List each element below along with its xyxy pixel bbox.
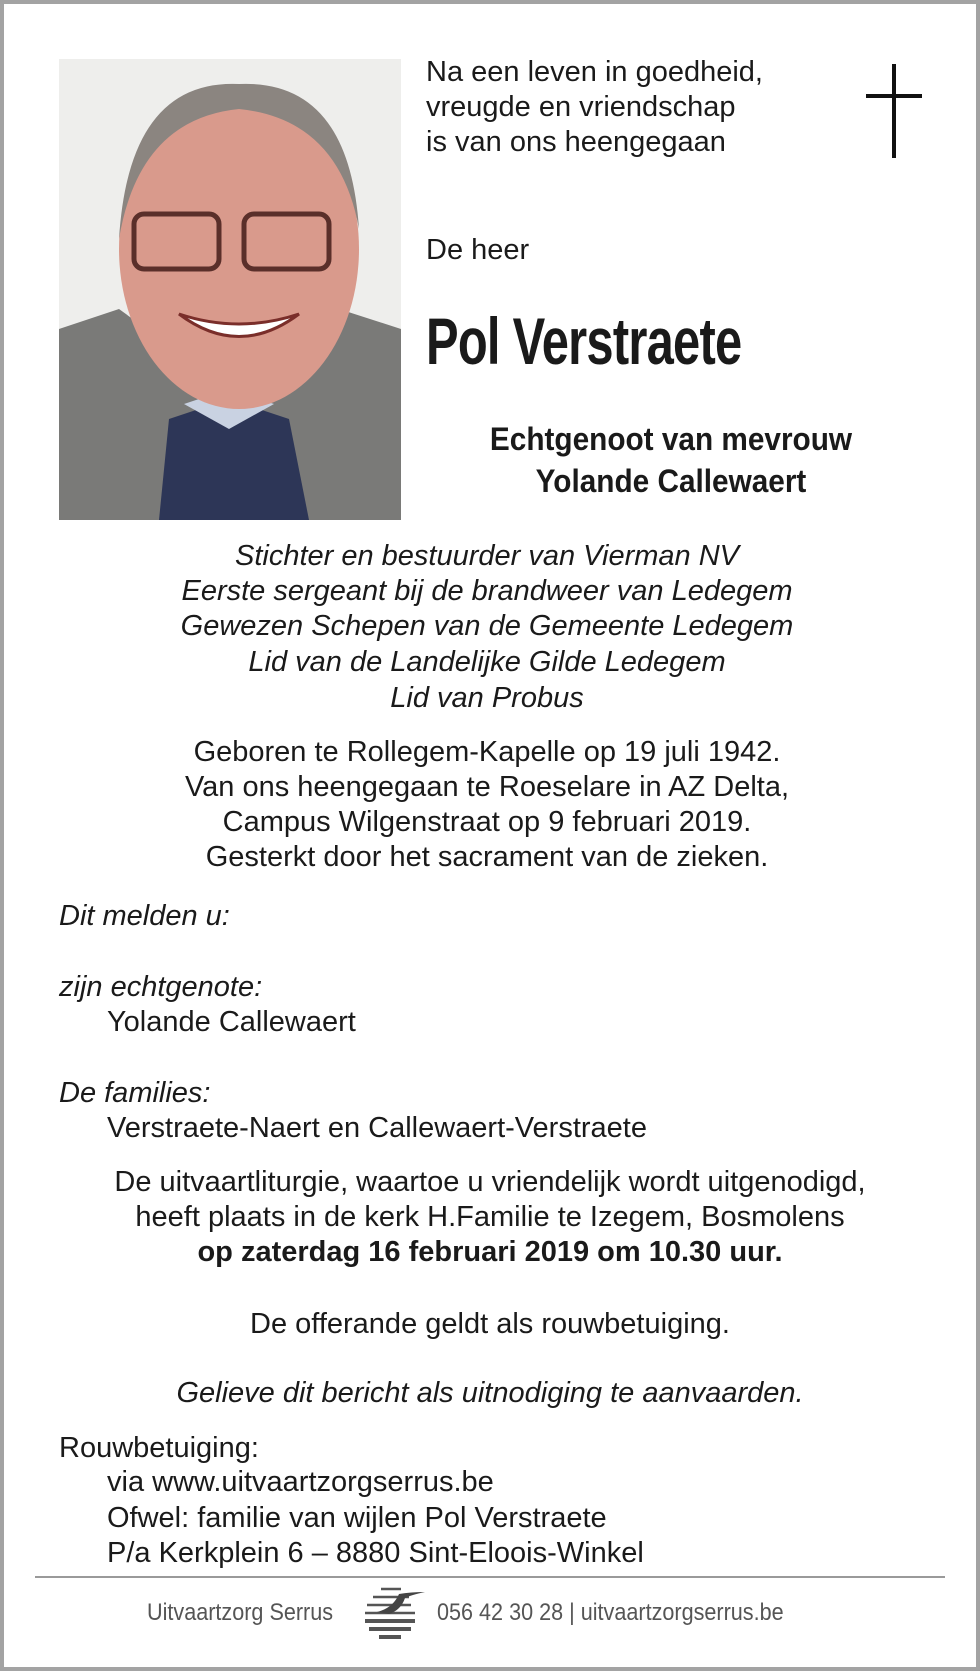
funeral-line: De uitvaartliturgie, waartoe u vriendelijk wordt uitgenodigd,	[114, 1166, 866, 1198]
condolence-line: Ofwel: familie van wijlen Pol Verstraete	[107, 1502, 607, 1534]
life-line: Van ons heengegaan te Roeselare in AZ Delta,	[184, 771, 790, 803]
role-line: Lid van Probus	[390, 682, 584, 714]
footer-company: Uitvaartzorg Serrus	[147, 1599, 334, 1626]
life-line: Geboren te Rollegem-Kapelle op 19 juli 1942.	[193, 736, 781, 768]
funeral-line: heeft plaats in de kerk H.Familie te Izegem, Bosmolens	[135, 1201, 845, 1233]
families-label: De families:	[59, 1077, 211, 1109]
footer-contact: 056 42 30 28 | uitvaartzorgserrus.be	[437, 1599, 784, 1626]
offering-note: De offerande geldt als rouwbetuiging.	[250, 1308, 730, 1340]
families-names: Verstraete-Naert en Callewaert-Verstraete	[107, 1112, 647, 1144]
life-line: Campus Wilgenstraat op 9 februari 2019.	[222, 806, 752, 838]
funeral-date: op zaterdag 16 februari 2019 om 10.30 uur.	[197, 1236, 783, 1268]
seagull-logo-icon	[359, 1586, 431, 1642]
spouse-line: Echtgenoot van mevrouw	[489, 421, 853, 457]
announce-label: Dit melden u:	[59, 900, 230, 932]
spouse-label: zijn echtgenote:	[59, 971, 263, 1003]
cross-icon	[866, 64, 922, 158]
deceased-name: Pol Verstraete	[426, 304, 742, 378]
condolence-label: Rouwbetuiging:	[59, 1432, 259, 1464]
spouse-line: Yolande Callewaert	[535, 463, 807, 499]
role-line: Stichter en bestuurder van Vierman NV	[234, 540, 739, 572]
condolence-line: via www.uitvaartzorgserrus.be	[107, 1466, 494, 1498]
role-line: Gewezen Schepen van de Gemeente Ledegem	[180, 610, 794, 642]
portrait-photo	[59, 59, 401, 520]
spouse-name: Yolande Callewaert	[107, 1006, 356, 1038]
intro-line: is van ons heengegaan	[426, 126, 726, 158]
life-line: Gesterkt door het sacrament van de zieken.	[205, 841, 769, 873]
intro-line: Na een leven in goedheid,	[426, 56, 763, 88]
footer-divider	[35, 1576, 945, 1578]
intro-line: vreugde en vriendschap	[426, 91, 736, 123]
condolence-line: P/a Kerkplein 6 – 8880 Sint-Eloois-Winkel	[107, 1537, 644, 1569]
title-prefix: De heer	[426, 234, 530, 266]
role-line: Lid van de Landelijke Gilde Ledegem	[248, 646, 726, 678]
invite-note: Gelieve dit bericht als uitnodiging te aanvaarden.	[176, 1377, 804, 1409]
role-line: Eerste sergeant bij de brandweer van Ledegem	[181, 575, 793, 607]
